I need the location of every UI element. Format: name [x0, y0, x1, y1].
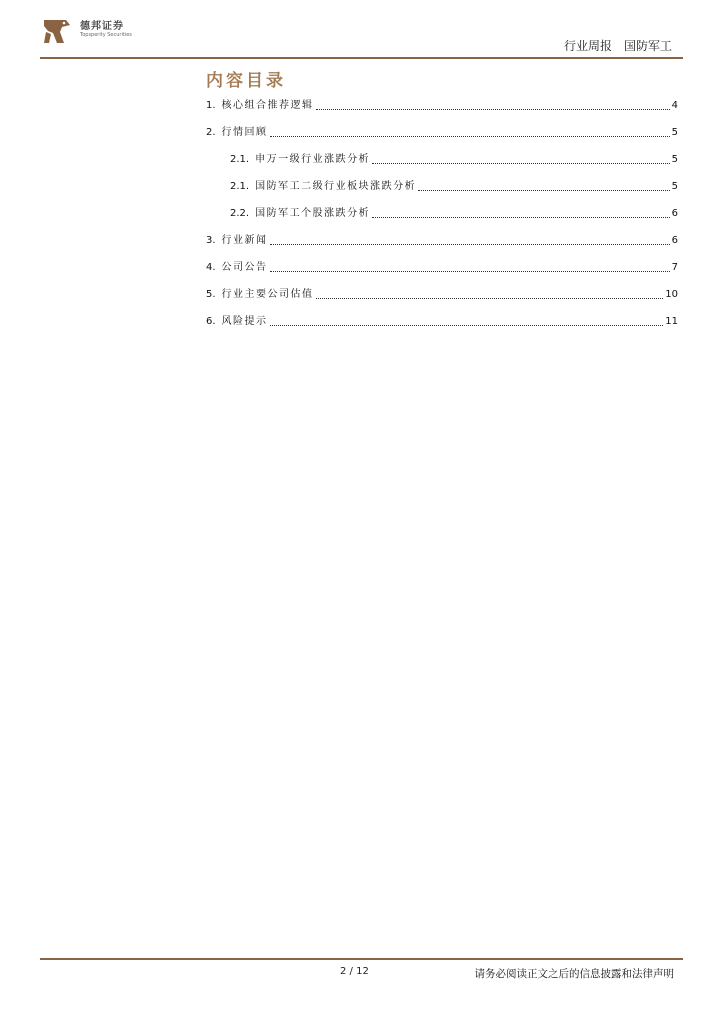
toc-leader-dots [270, 244, 670, 245]
page-indicator: 2 / 12 [340, 966, 369, 977]
toc-entry-title: 申万一级行业涨跌分析 [255, 154, 371, 165]
toc-entry-page: 7 [671, 262, 678, 273]
toc-entry[interactable] [206, 311, 678, 329]
toc-entry[interactable] [230, 149, 678, 167]
toc-entry-number: 2.2. [230, 208, 250, 219]
toc-entry[interactable] [230, 176, 678, 194]
topsperity-logo-icon [40, 16, 74, 48]
toc-entry-number: 2.1. [230, 181, 250, 192]
toc-entry-page: 5 [671, 181, 678, 192]
toc-entry-number: 6. [206, 316, 216, 327]
toc-entry-number: 3. [206, 235, 216, 246]
footer-divider [40, 958, 683, 960]
toc-entry-page: 5 [671, 127, 678, 138]
toc-leader-dots [372, 217, 670, 218]
toc-leader-dots [316, 298, 664, 299]
toc-entry-title: 国防军工个股涨跌分析 [255, 208, 371, 219]
toc-entry-number: 4. [206, 262, 216, 273]
brand-logo [40, 16, 132, 48]
toc-entry-title: 国防军工二级行业板块涨跌分析 [255, 181, 417, 192]
toc-entry-page: 11 [665, 316, 678, 327]
toc-entry-page: 10 [665, 289, 678, 300]
toc-entry[interactable] [206, 284, 678, 302]
brand-name-cn: 德邦证券 [80, 21, 124, 32]
toc-entry-number: 2. [206, 127, 216, 138]
toc-entry[interactable] [230, 203, 678, 221]
toc-entry[interactable] [206, 230, 678, 248]
sector-name: 国防军工 [623, 39, 672, 53]
toc-entry-page: 6 [671, 208, 678, 219]
toc-entry-title: 风险提示 [221, 316, 268, 327]
toc-entry[interactable] [206, 95, 678, 113]
report-type: 行业周报 [563, 39, 612, 53]
toc-entry-title: 行业主要公司估值 [221, 289, 314, 300]
toc-entry[interactable] [206, 122, 678, 140]
toc-heading: 内容目录 [206, 71, 286, 91]
toc-entry-title: 核心组合推荐逻辑 [221, 100, 314, 111]
header-title [564, 37, 672, 54]
toc-entry-title: 行情回顾 [221, 127, 268, 138]
footer-disclaimer: 请务必阅读正文之后的信息披露和法律声明 [474, 968, 674, 980]
brand-name-en: Topsperity Securities [80, 32, 132, 38]
toc-leader-dots [418, 190, 670, 191]
toc-leader-dots [372, 163, 670, 164]
toc-entry-page: 6 [671, 235, 678, 246]
toc-entry-number: 5. [206, 289, 216, 300]
toc-entry-page: 4 [671, 100, 678, 111]
toc-leader-dots [270, 325, 664, 326]
header-divider [40, 57, 683, 59]
toc-entry-number: 2.1. [230, 154, 250, 165]
toc-leader-dots [270, 136, 670, 137]
toc-leader-dots [270, 271, 670, 272]
toc-entry-number: 1. [206, 100, 216, 111]
toc-entry[interactable] [206, 257, 678, 275]
toc-leader-dots [316, 109, 670, 110]
toc-entry-title: 公司公告 [221, 262, 268, 273]
toc-entry-page: 5 [671, 154, 678, 165]
toc-entry-title: 行业新闻 [221, 235, 268, 246]
